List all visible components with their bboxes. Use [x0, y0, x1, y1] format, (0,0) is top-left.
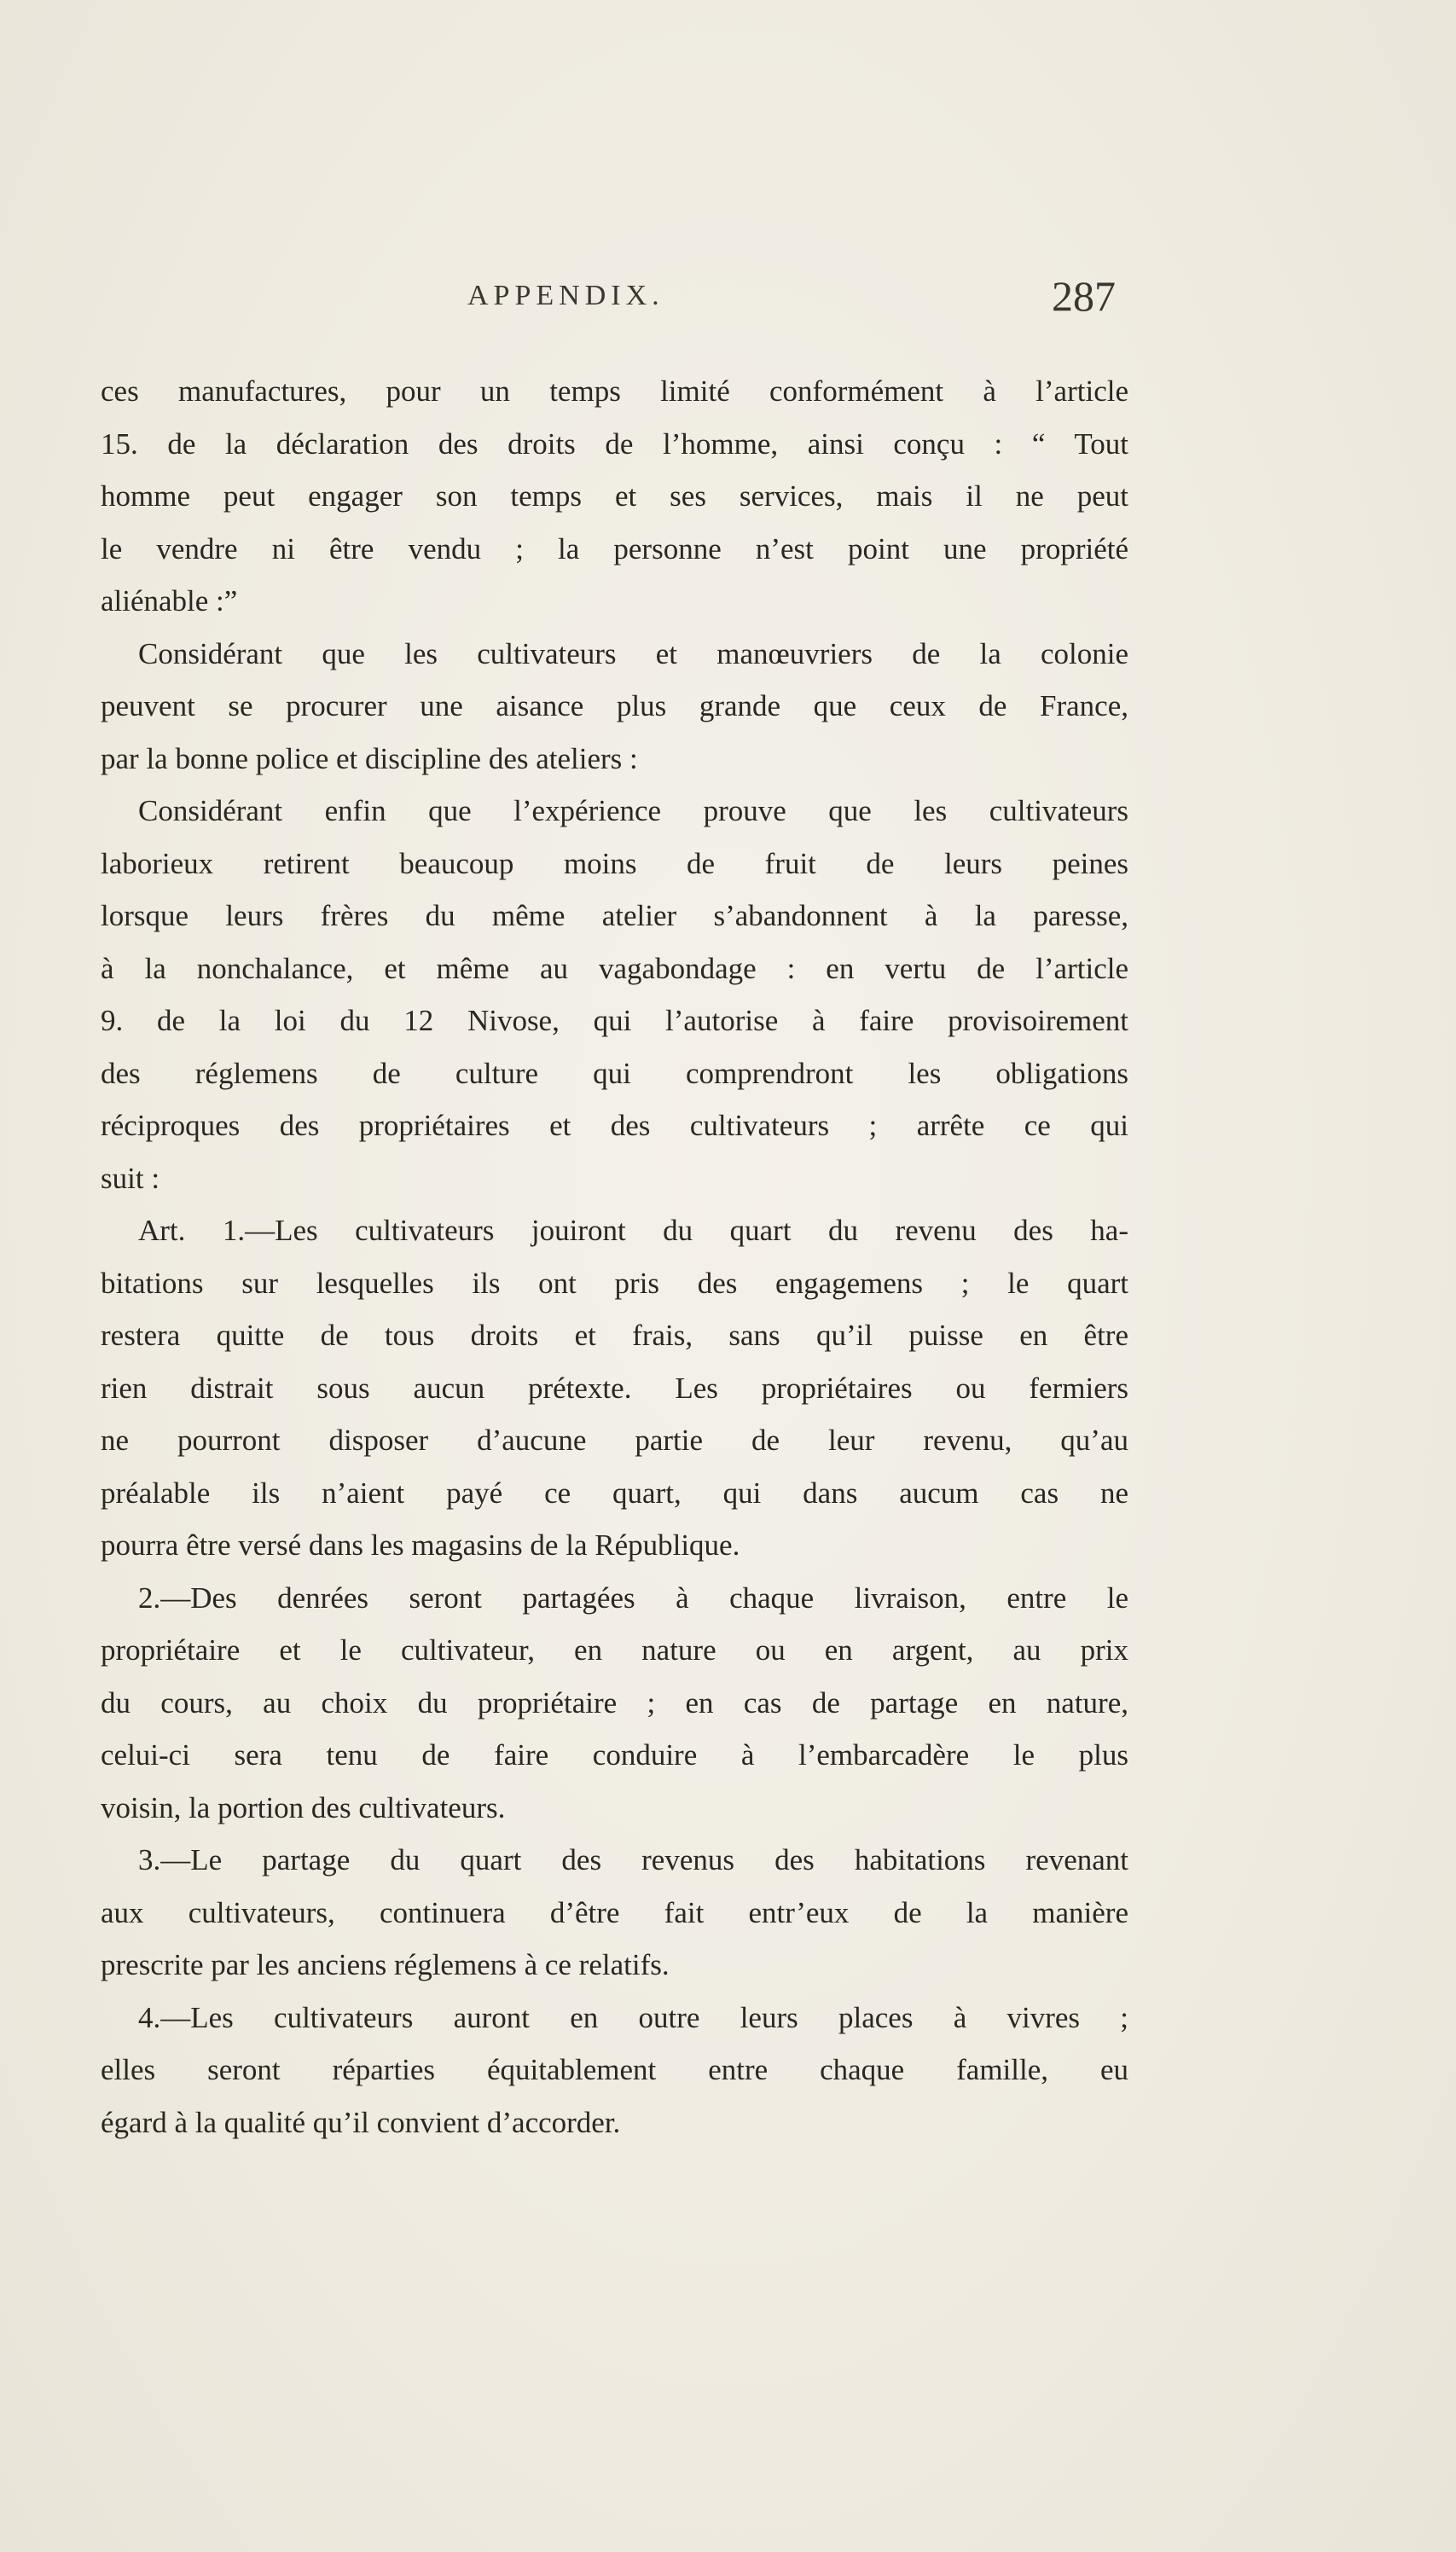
- text-line: par la bonne police et discipline des ateliers :: [101, 741, 638, 775]
- text-line: ne pourront disposer d’aucune partie de leur revenu, qu’au: [101, 1424, 1128, 1457]
- text-line: 9. de la loi du 12 Nivose, qui l’autorise à faire provisoirement: [101, 1004, 1128, 1037]
- text-line: des réglemens de culture qui comprendront les obligations: [101, 1056, 1128, 1090]
- text-line: 2.—Des denrées seront partagées à chaque livraison, entre le: [138, 1580, 1128, 1615]
- text-line: le vendre ni être vendu ; la personne n’est point une propriété: [101, 531, 1128, 566]
- text-line: bitations sur lesquelles ils ont pris des engagemens ; le quart: [101, 1266, 1128, 1300]
- text-line: peuvent se procurer une aisance plus grande que ceux de France,: [101, 689, 1128, 722]
- text-line: prescrite par les anciens réglemens à ce relatifs.: [101, 1948, 670, 1981]
- text-line: elles seront réparties équitablement entre chaque famille, eu: [101, 2053, 1128, 2086]
- text-line: 3.—Le partage du quart des revenus des habitations revenant: [138, 1843, 1128, 1876]
- text-line: restera quitte de tous droits et frais, sans qu’il puisse en être: [101, 1319, 1128, 1352]
- text-line: lorsque leurs frères du même atelier s’abandonnent à la paresse,: [101, 899, 1128, 932]
- text-line: Considérant que les cultivateurs et manœuvriers de la colonie: [138, 636, 1128, 670]
- text-line: aux cultivateurs, continuera d’être fait entr’eux de la manière: [101, 1895, 1128, 1929]
- text-line: propriétaire et le cultivateur, en nature ou en argent, au prix: [101, 1633, 1128, 1667]
- running-head: APPENDIX.: [467, 280, 664, 311]
- text-line: Art. 1.—Les cultivateurs jouiront du quart du revenu des ha-: [138, 1214, 1128, 1247]
- text-line: à la nonchalance, et même au vagabondage : en vertu de l’article: [101, 951, 1128, 985]
- paragraph: [101, 365, 1128, 628]
- page-number: 287: [1052, 272, 1116, 320]
- text-line: Considérant enfin que l’expérience prouve que les cultivateurs: [138, 794, 1128, 827]
- text-line: pourra être versé dans les magasins de la République.: [101, 1528, 740, 1562]
- text-line: rien distrait sous aucun prétexte. Les propriétaires ou fermiers: [101, 1371, 1128, 1405]
- paragraph: [101, 1204, 1128, 1572]
- text-line: égard à la qualité qu’il convient d’accorder.: [101, 2105, 621, 2139]
- page-header: [101, 271, 1116, 322]
- body-text: [101, 365, 1128, 2149]
- paragraph: [101, 1834, 1128, 1992]
- text-line: réciproques des propriétaires et des cultivateurs ; arrête ce qui: [101, 1109, 1128, 1142]
- text-line: aliénable :”: [101, 584, 238, 618]
- text-line: 15. de la déclaration des droits de l’homme, ainsi conçu : “ Tout: [101, 426, 1128, 461]
- paragraph: [101, 1992, 1128, 2149]
- text-line: préalable ils n’aient payé ce quart, qui dans aucum cas ne: [101, 1476, 1128, 1510]
- paragraph: [101, 628, 1128, 786]
- text-line: du cours, au choix du propriétaire ; en cas de partage en nature,: [101, 1685, 1128, 1720]
- text-line: homme peut engager son temps et ses services, mais il ne peut: [101, 479, 1128, 513]
- text-line: 4.—Les cultivateurs auront en outre leurs places à vivres ;: [138, 2000, 1128, 2034]
- text-line: voisin, la portion des cultivateurs.: [101, 1790, 506, 1824]
- text-line: suit :: [101, 1161, 160, 1195]
- paragraph: [101, 785, 1128, 1204]
- text-line: ces manufactures, pour un temps limité conformément à l’article: [101, 374, 1128, 408]
- text-line: laborieux retirent beaucoup moins de fruit de leurs peines: [101, 846, 1128, 880]
- text-line: celui-ci sera tenu de faire conduire à l’embarcadère le plus: [101, 1738, 1128, 1772]
- paragraph: [101, 1572, 1128, 1835]
